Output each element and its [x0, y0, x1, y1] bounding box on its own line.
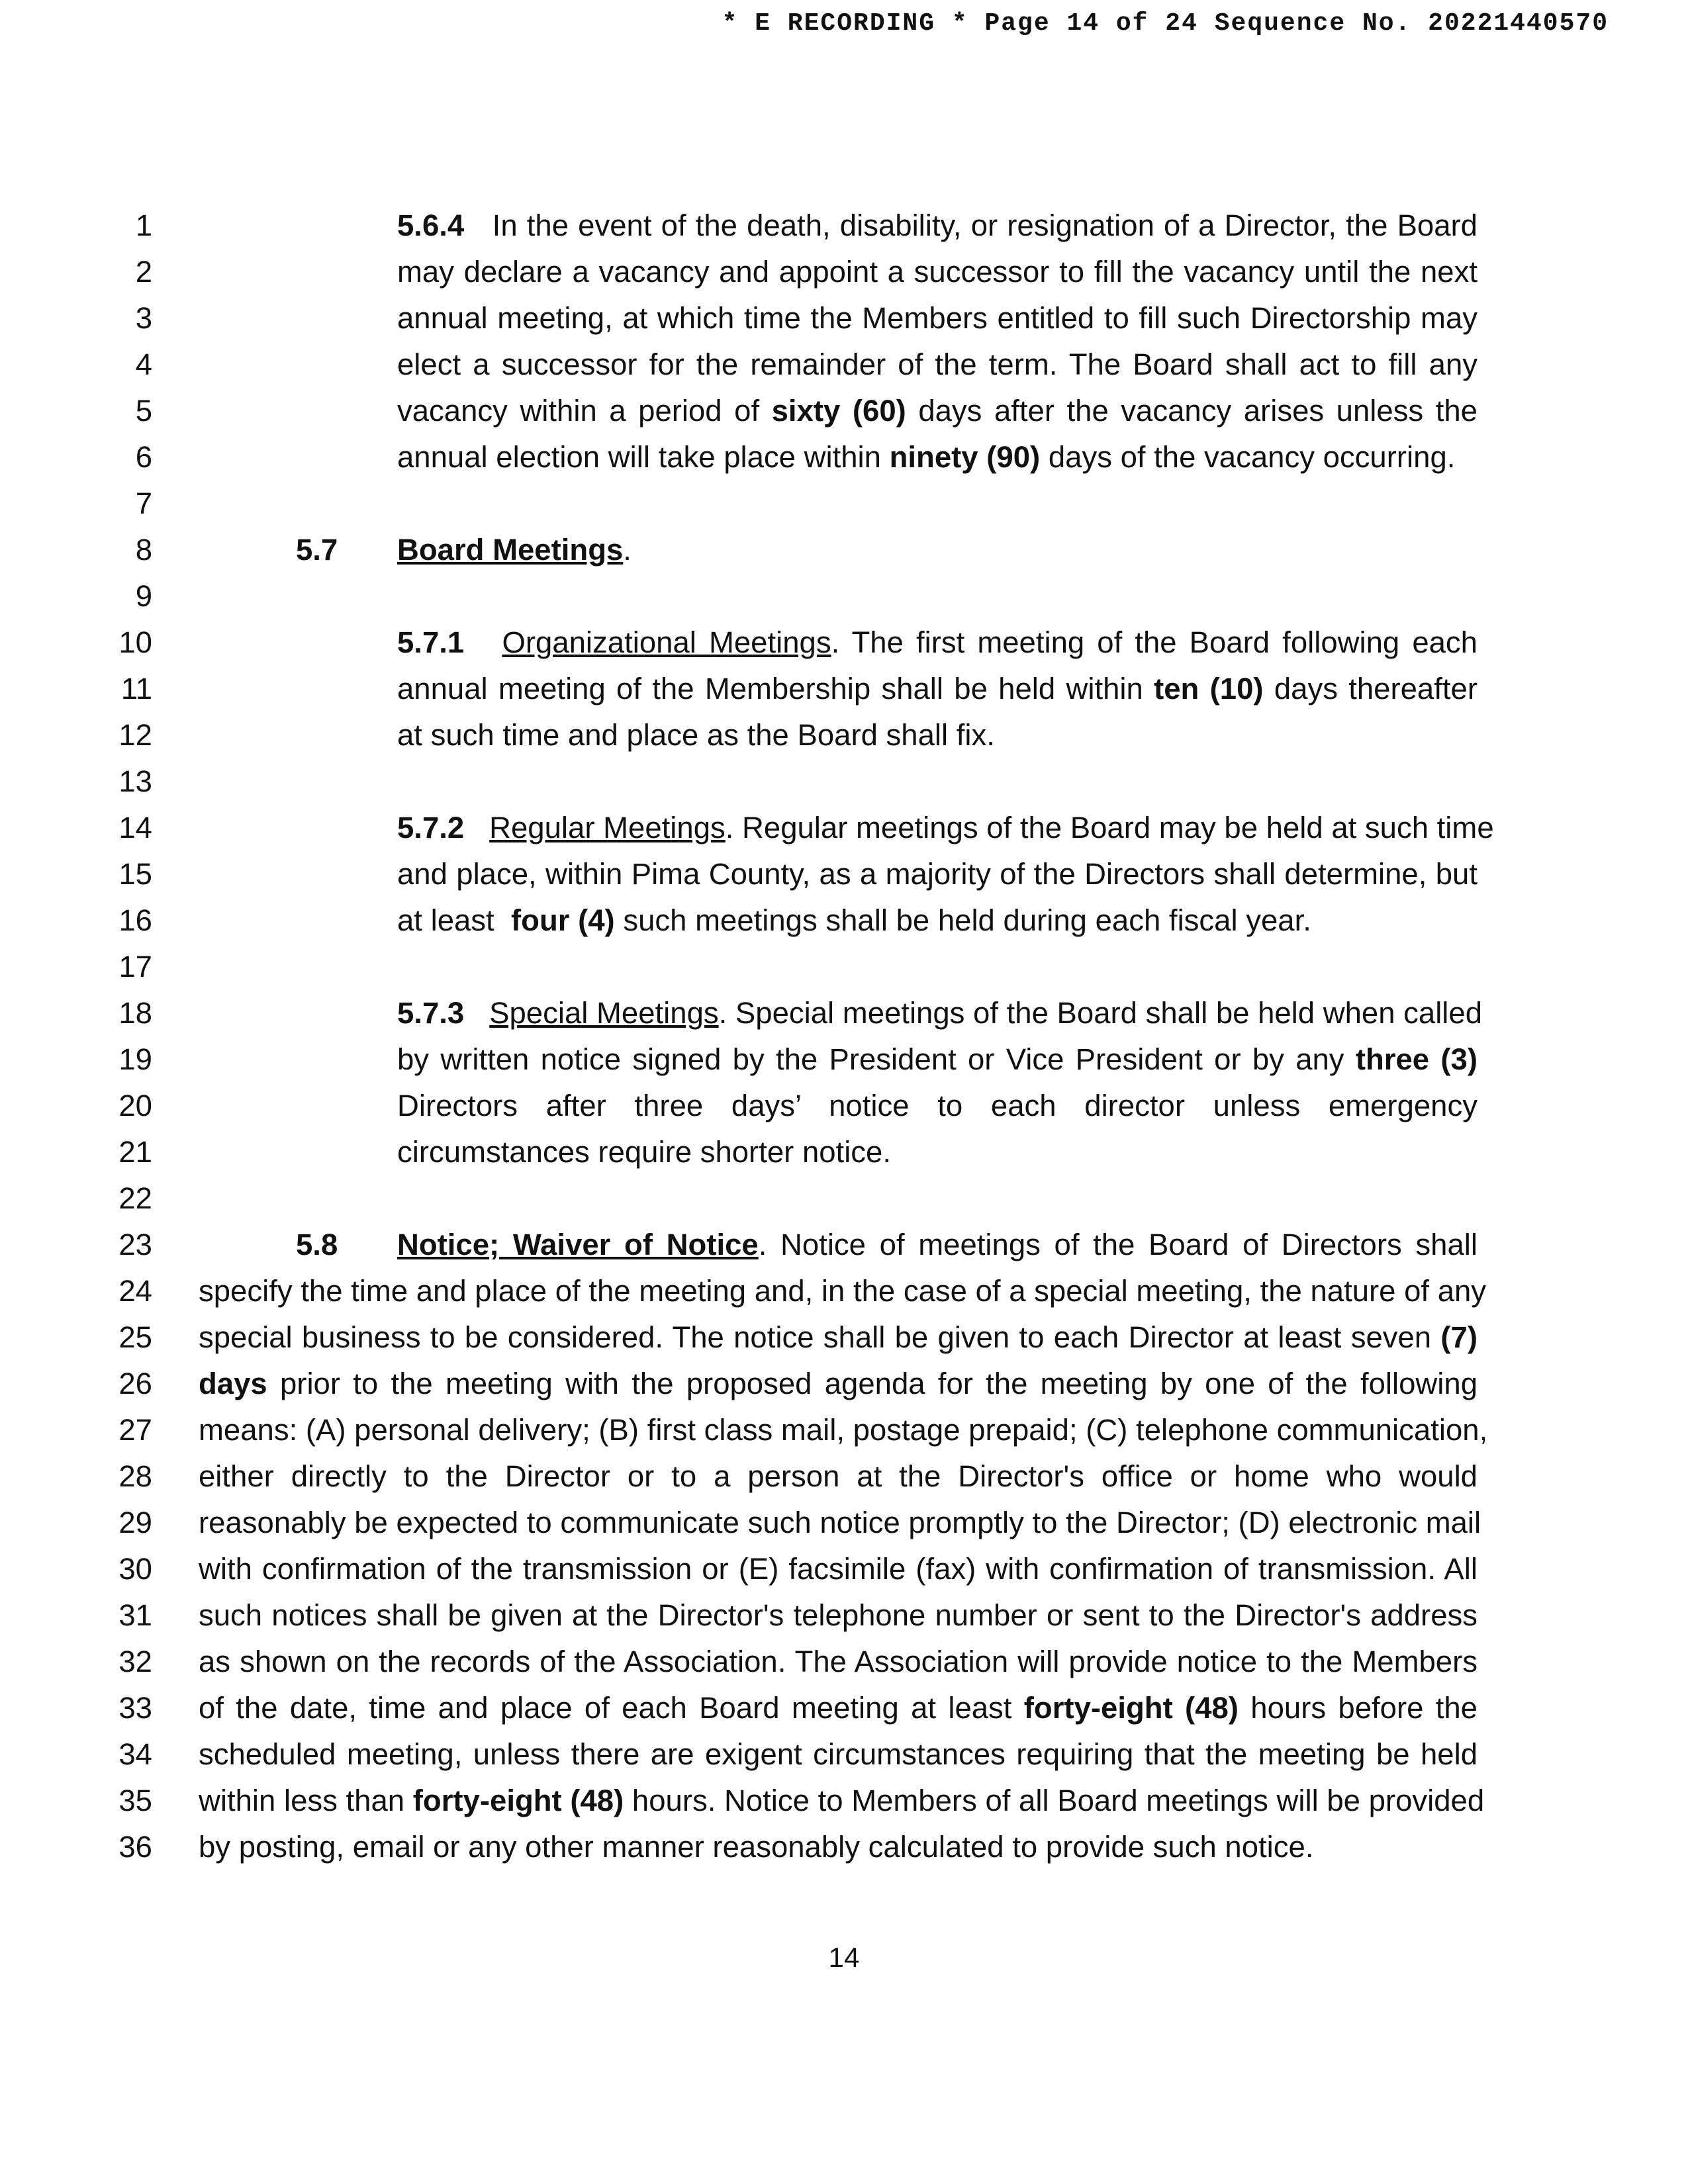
- text: [199, 1314, 1477, 1361]
- line-number: 23: [118, 1228, 152, 1261]
- section-number: 5.6.4: [397, 208, 465, 242]
- line-number: 34: [118, 1737, 152, 1771]
- text: circumstances require shorter notice.: [397, 1135, 891, 1169]
- text: [397, 434, 1455, 480]
- line-number: 17: [118, 950, 152, 983]
- line-number: 14: [118, 811, 152, 844]
- heading-title: Board Meetings: [397, 533, 624, 567]
- text: and place, within Pima County, as a majority of the Directors shall determine, but: [397, 857, 1477, 891]
- text-run: annual election will take place within: [397, 440, 881, 474]
- line-number: 20: [118, 1089, 152, 1122]
- line-13: [0, 758, 1688, 805]
- line-10: [0, 619, 1688, 666]
- line-22: [0, 1175, 1688, 1222]
- text: Directors after three days’ notice to each director unless emergency: [397, 1089, 1477, 1122]
- text-run: days thereafter: [1274, 672, 1477, 705]
- text: specify the time and place of the meeting and, in the case of a special meeting, the nature of any: [199, 1274, 1487, 1308]
- line-number: 32: [118, 1645, 152, 1678]
- line-number: 6: [135, 440, 152, 474]
- line-number: 13: [118, 764, 152, 798]
- bold-term: days: [199, 1367, 267, 1400]
- text-run: annual meeting of the Membership shall be held within: [397, 672, 1143, 705]
- text: [397, 619, 1477, 666]
- text-run: . Notice of meetings of the Board of Directors shall: [758, 1228, 1478, 1261]
- line-20: [0, 1083, 1688, 1129]
- section-number: 5.7.1: [397, 625, 465, 659]
- subheading-title: Organizational Meetings: [502, 625, 831, 659]
- bold-term: three (3): [1355, 1042, 1477, 1076]
- text-run: . Regular meetings of the Board may be held at such time: [725, 811, 1494, 844]
- subheading-title: Regular Meetings: [489, 811, 726, 844]
- line-number: 11: [120, 672, 152, 705]
- text-run: In the event of the death, disability, or resignation of a Director, the Board: [492, 208, 1477, 242]
- text-run: at least: [397, 903, 494, 937]
- line-19: [0, 1036, 1688, 1083]
- line-number: 35: [118, 1784, 152, 1817]
- text: [397, 203, 1477, 249]
- line-18: [0, 990, 1688, 1036]
- recording-stamp: * E RECORDING * Page 14 of 24 Sequence No. 20221440570: [722, 9, 1609, 38]
- line-number: 1: [135, 208, 152, 242]
- text-run: such meetings shall be held during each fiscal year.: [623, 903, 1311, 937]
- line-29: [0, 1500, 1688, 1546]
- line-26: [0, 1361, 1688, 1407]
- text: [397, 388, 1477, 434]
- text-run: by written notice signed by the President or Vice President or by any: [397, 1042, 1344, 1076]
- line-3: [0, 295, 1688, 341]
- line-25: [0, 1314, 1688, 1361]
- text-run: days after the vacancy arises unless the: [918, 394, 1477, 428]
- text-run: .: [623, 533, 632, 567]
- line-11: [0, 666, 1688, 712]
- line-number: 21: [118, 1135, 152, 1169]
- bold-term: ninety (90): [889, 440, 1041, 474]
- bold-term: four (4): [511, 903, 615, 937]
- line-31: [0, 1592, 1688, 1639]
- line-4: [0, 341, 1688, 388]
- text-run: prior to the meeting with the proposed agenda for the meeting by one of the following: [279, 1367, 1477, 1400]
- bold-term: sixty (60): [771, 394, 906, 428]
- line-8: [0, 527, 1688, 573]
- text: [397, 990, 1483, 1036]
- text: [397, 1036, 1477, 1083]
- section-number: 5.7.2: [397, 811, 465, 844]
- line-number: 4: [135, 347, 152, 381]
- bold-term: forty-eight (48): [1023, 1691, 1239, 1725]
- text: with confirmation of the transmission or (E) facsimile (fax) with confirmation of transmission. All: [199, 1552, 1477, 1586]
- line-5: [0, 388, 1688, 434]
- line-34: [0, 1731, 1688, 1778]
- bold-term: forty-eight (48): [412, 1784, 624, 1817]
- line-1: [0, 203, 1688, 249]
- line-21: [0, 1129, 1688, 1175]
- line-number: 27: [118, 1413, 152, 1447]
- section-heading: [397, 527, 632, 573]
- line-33: [0, 1685, 1688, 1731]
- line-27: [0, 1407, 1688, 1453]
- text-run: . Special meetings of the Board shall be held when called: [718, 996, 1483, 1030]
- line-number: 10: [118, 625, 152, 659]
- line-2: [0, 249, 1688, 295]
- line-14: [0, 805, 1688, 851]
- line-number: 24: [118, 1274, 152, 1308]
- line-number: 26: [118, 1367, 152, 1400]
- line-number: 31: [118, 1598, 152, 1632]
- line-number: 36: [118, 1830, 152, 1864]
- text: [397, 805, 1494, 851]
- line-24: [0, 1268, 1688, 1314]
- line-15: [0, 851, 1688, 897]
- line-number: 33: [118, 1691, 152, 1725]
- line-number: 15: [118, 857, 152, 891]
- section-number: 5.8: [296, 1228, 338, 1261]
- text: annual meeting, at which time the Members entitled to fill such Directorship may: [397, 301, 1477, 335]
- text: means: (A) personal delivery; (B) first class mail, postage prepaid; (C) telephone communication,: [199, 1413, 1488, 1447]
- text: may declare a vacancy and appoint a successor to fill the vacancy until the next: [397, 255, 1477, 289]
- line-36: [0, 1824, 1688, 1870]
- line-32: [0, 1639, 1688, 1685]
- line-28: [0, 1453, 1688, 1500]
- bold-term: ten (10): [1154, 672, 1264, 705]
- line-number: 22: [118, 1181, 152, 1215]
- text: elect a successor for the remainder of the term. The Board shall act to fill any: [397, 347, 1477, 381]
- text: scheduled meeting, unless there are exigent circumstances requiring that the meeting be held: [199, 1737, 1477, 1771]
- text-run: vacancy within a period of: [397, 394, 760, 428]
- text-run: special business to be considered. The notice shall be given to each Director at least seven: [199, 1320, 1432, 1354]
- text-run: days of the vacancy occurring.: [1048, 440, 1456, 474]
- text-run: hours. Notice to Members of all Board meetings will be provided: [632, 1784, 1485, 1817]
- line-number: 29: [118, 1506, 152, 1539]
- text: as shown on the records of the Association. The Association will provide notice to the Members: [199, 1645, 1477, 1678]
- text-run: of the date, time and place of each Board meeting at least: [199, 1691, 1012, 1725]
- page-number: 14: [828, 1942, 860, 1973]
- line-number: 7: [135, 486, 152, 520]
- bold-term: (7): [1440, 1320, 1477, 1354]
- line-number: 8: [135, 533, 152, 567]
- line-number: 9: [135, 579, 152, 613]
- text: [199, 1361, 1477, 1407]
- line-number: 18: [118, 996, 152, 1030]
- text: [199, 1778, 1485, 1824]
- text-run: within less than: [199, 1784, 405, 1817]
- line-12: [0, 712, 1688, 758]
- text: at such time and place as the Board shall fix.: [397, 718, 995, 752]
- line-16: [0, 897, 1688, 944]
- text: [397, 897, 1311, 944]
- line-number: 12: [118, 718, 152, 752]
- text-run: hours before the: [1250, 1691, 1477, 1725]
- line-number: 16: [118, 903, 152, 937]
- line-6: [0, 434, 1688, 480]
- line-number: 5: [135, 394, 152, 428]
- heading-title: Notice; Waiver of Notice: [397, 1228, 759, 1261]
- text: [397, 666, 1477, 712]
- line-7: [0, 480, 1688, 527]
- line-17: [0, 944, 1688, 990]
- line-30: [0, 1546, 1688, 1592]
- text: [199, 1685, 1477, 1731]
- section-number: 5.7.3: [397, 996, 465, 1030]
- line-number: 28: [118, 1459, 152, 1493]
- line-number: 30: [118, 1552, 152, 1586]
- section-number: 5.7: [296, 533, 338, 567]
- line-9: [0, 573, 1688, 619]
- line-number: 2: [135, 255, 152, 289]
- text: by posting, email or any other manner reasonably calculated to provide such notice.: [199, 1830, 1314, 1864]
- text: reasonably be expected to communicate such notice promptly to the Director; (D) electronic mail: [199, 1506, 1481, 1539]
- line-35: [0, 1778, 1688, 1824]
- text: [397, 1222, 1477, 1268]
- line-number: 3: [135, 301, 152, 335]
- line-number: 25: [118, 1320, 152, 1354]
- text-run: . The first meeting of the Board following each: [831, 625, 1477, 659]
- line-number: 19: [118, 1042, 152, 1076]
- line-23: [0, 1222, 1688, 1268]
- text: such notices shall be given at the Director's telephone number or sent to the Director's address: [199, 1598, 1477, 1632]
- subheading-title: Special Meetings: [489, 996, 719, 1030]
- text: either directly to the Director or to a person at the Director's office or home who would: [199, 1459, 1477, 1493]
